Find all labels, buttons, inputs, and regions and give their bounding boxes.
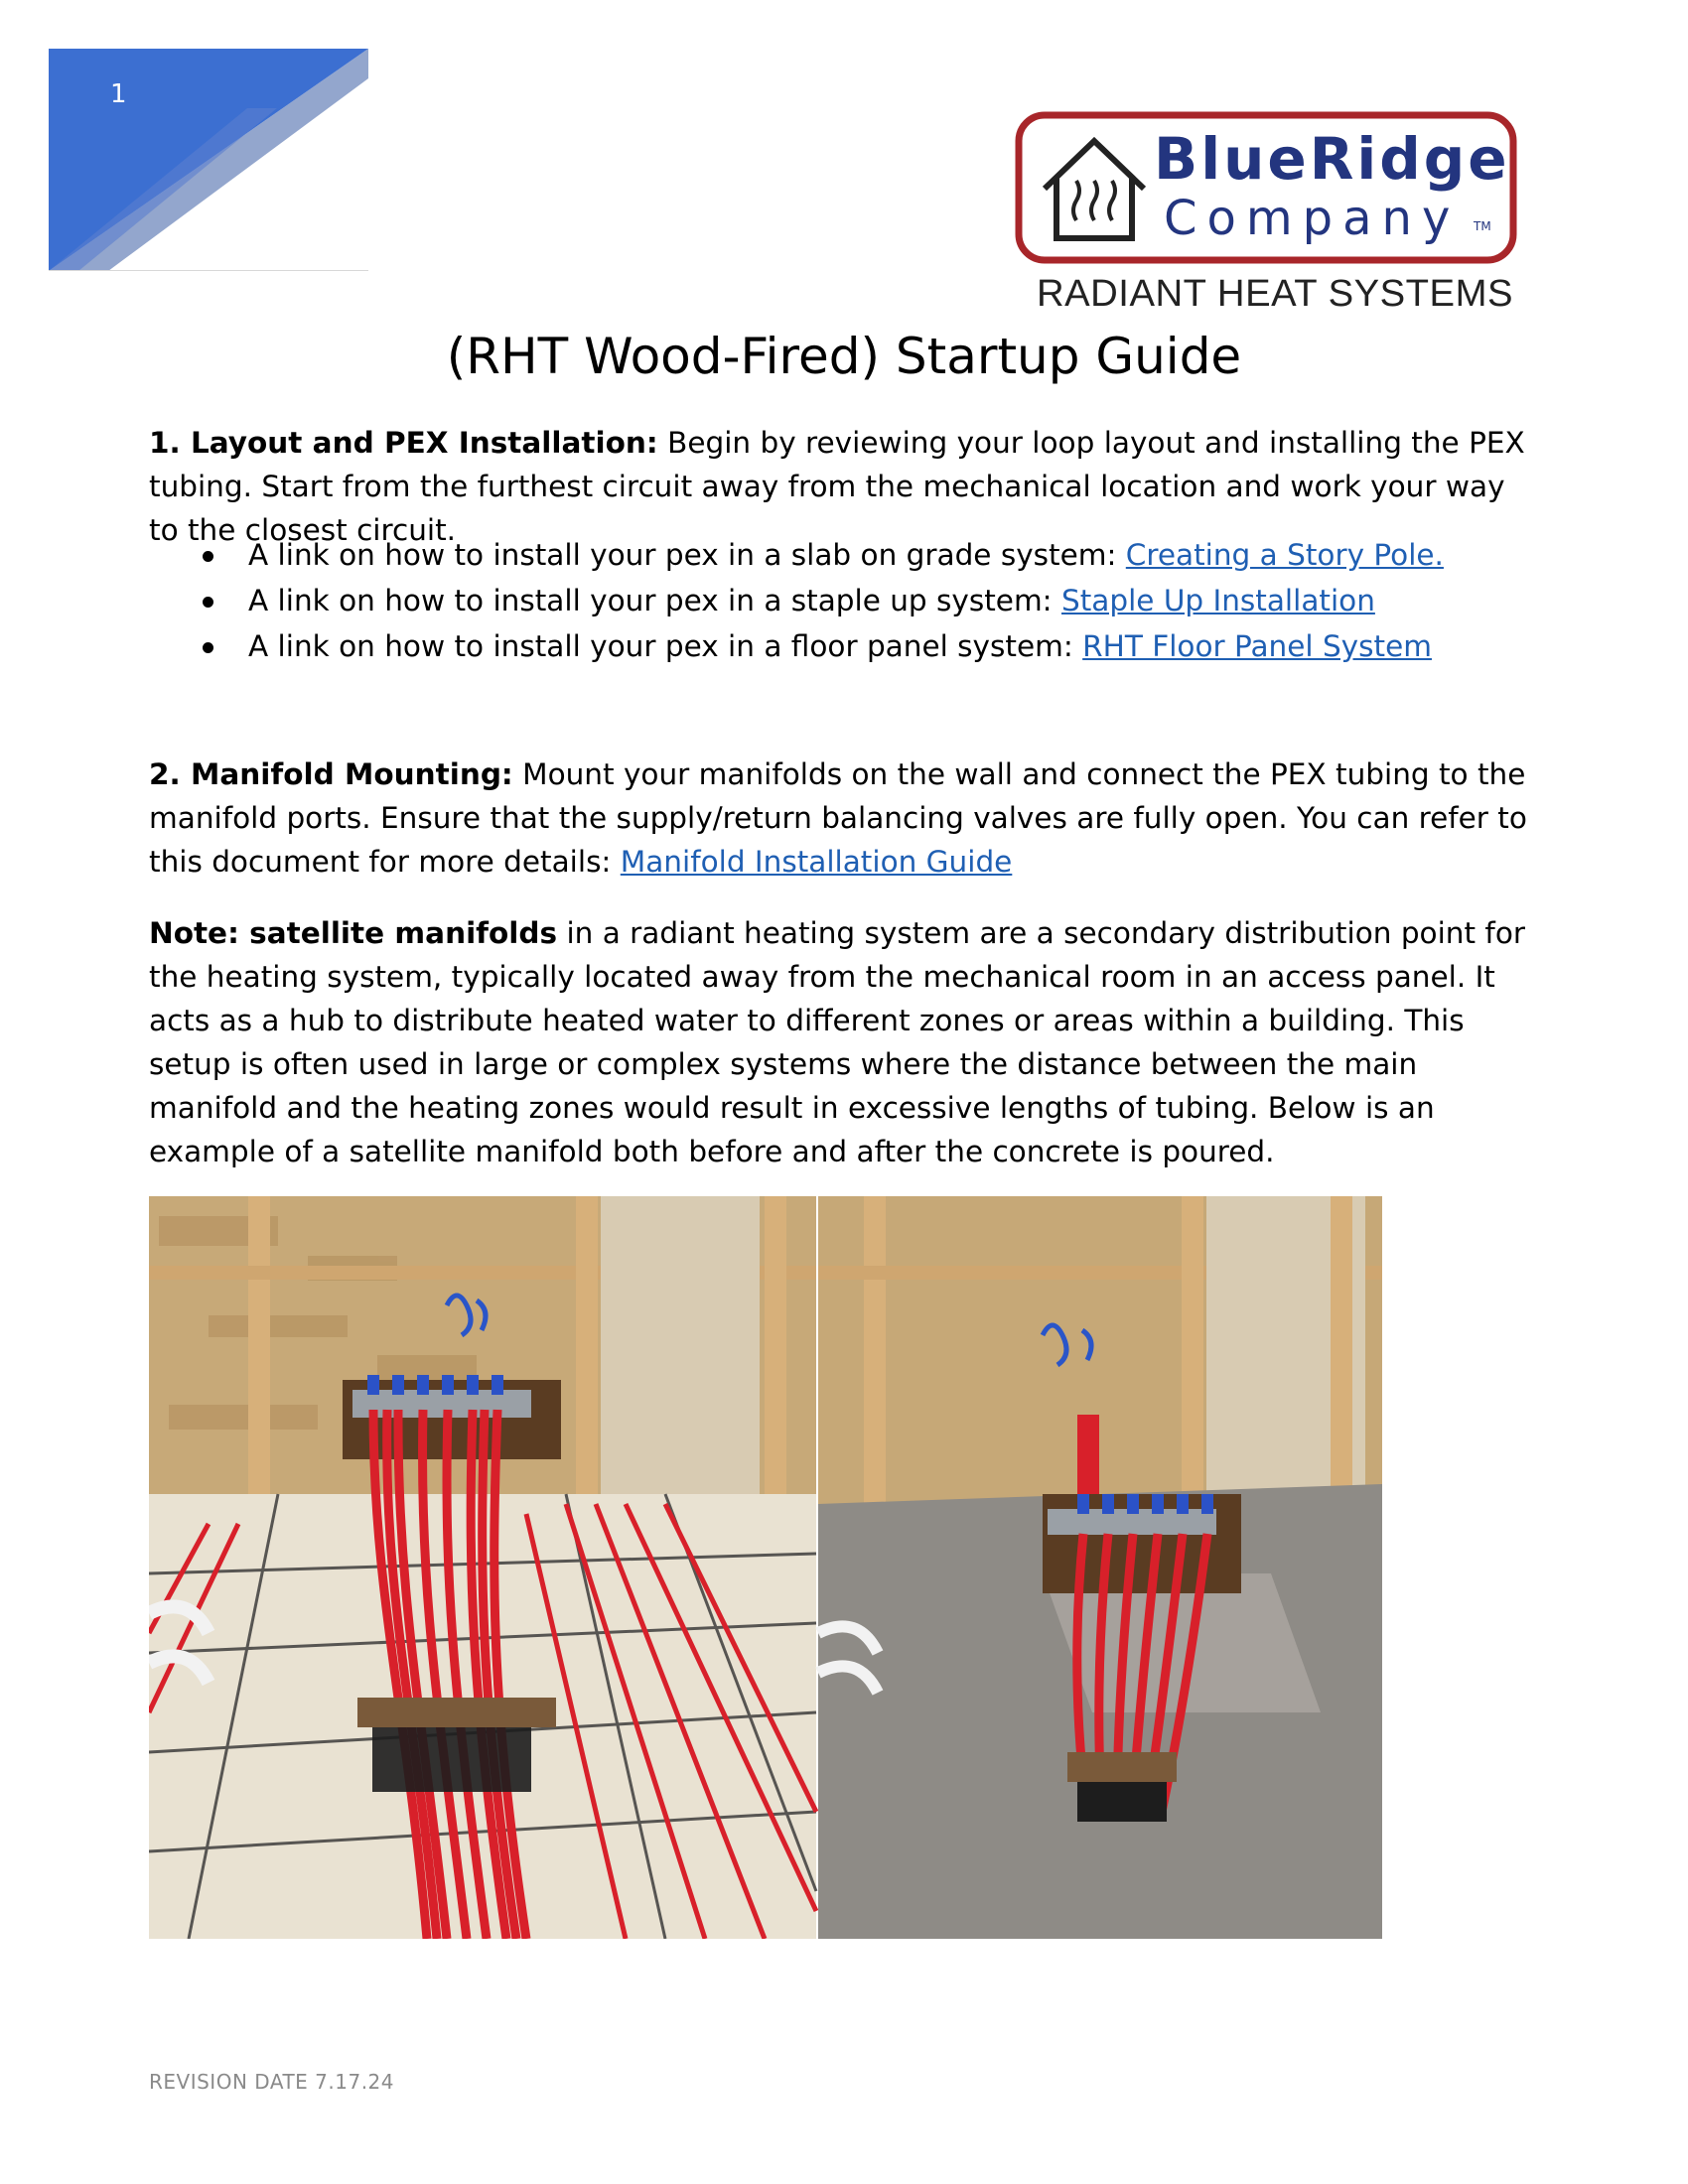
- after-pour-photo: [818, 1196, 1382, 1939]
- note-heading: Note: satellite manifolds: [149, 916, 558, 950]
- staple-up-link[interactable]: Staple Up Installation: [1061, 584, 1375, 617]
- link-list: [149, 532, 1539, 669]
- section2-text: Mount your manifolds on the wall and connect the PEX tubing to the manifold ports. Ensure that the supply/return balancing valves are fully open. You can refer to this document for more details:: [149, 757, 1527, 879]
- section1-heading: 1. Layout and PEX Installation:: [149, 426, 658, 460]
- page-corner-graphic: [49, 49, 368, 271]
- list-item: [149, 623, 1539, 669]
- note-text: in a radiant heating system are a secondary distribution point for the heating system, typically located away from the mechanical room in an access panel. It acts as a hub to distribute heated water to different zones or areas within a building. This setup is often used in large or complex systems where the distance between the main manifold and the heating zones would result in excessive lengths of tubing. Below is an example of a satellite manifold both before and after the concrete is poured.: [149, 916, 1525, 1168]
- logo-tagline: RADIANT HEAT SYSTEMS: [1037, 273, 1513, 315]
- bullet-icon: [203, 551, 213, 562]
- section2-paragraph: [149, 752, 1539, 884]
- note-paragraph: [149, 911, 1539, 1173]
- list-item: [149, 532, 1539, 578]
- section2-heading: 2. Manifold Mounting:: [149, 757, 513, 791]
- list-item-text: A link on how to install your pex in a staple up system:: [248, 584, 1061, 617]
- story-pole-link[interactable]: Creating a Story Pole.: [1125, 538, 1444, 572]
- section1-text: Begin by reviewing your loop layout and installing the PEX tubing. Start from the furthest circuit away from the mechanical location and work your way to the closest circuit.: [149, 426, 1525, 547]
- manifold-guide-link[interactable]: Manifold Installation Guide: [620, 845, 1013, 879]
- logo-line1: BlueRidge: [1154, 125, 1510, 193]
- blueridge-logo: [1015, 111, 1521, 315]
- list-item: [149, 578, 1539, 623]
- revision-date: REVISION DATE 7.17.24: [149, 2070, 394, 2094]
- floor-panel-link[interactable]: RHT Floor Panel System: [1082, 629, 1432, 663]
- logo-line2: Company: [1164, 191, 1461, 246]
- bullet-icon: [203, 597, 213, 608]
- satellite-manifold-photos: [149, 1196, 1382, 1939]
- list-item-text: A link on how to install your pex in a floor panel system:: [248, 629, 1083, 663]
- before-pour-photo: [149, 1196, 816, 1939]
- list-item-text: A link on how to install your pex in a slab on grade system:: [248, 538, 1126, 572]
- page-title: (RHT Wood-Fired) Startup Guide: [446, 328, 1242, 385]
- page-number: 1: [110, 79, 127, 109]
- logo-tm: TM: [1474, 219, 1491, 233]
- bullet-icon: [203, 642, 213, 653]
